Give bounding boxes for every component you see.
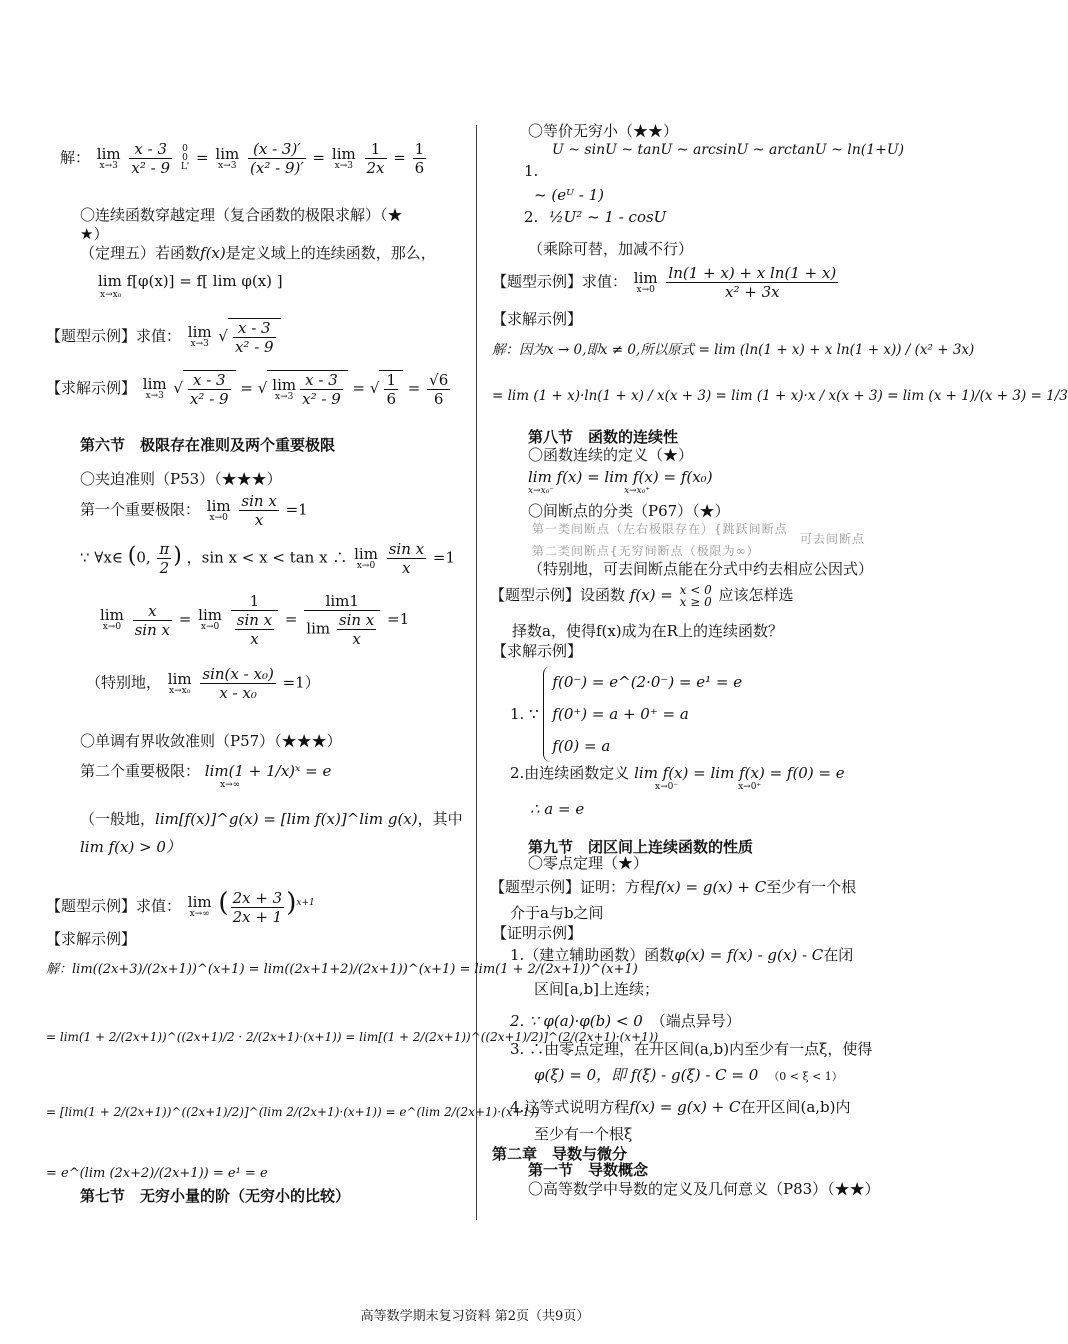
solution-example-4-step-1: 1. ∵ f(0⁻) = e^(2·0⁻) = e¹ = e f(0⁺) = a + 0⁺ = a f(0) = a: [510, 666, 742, 762]
equivalent-note: （乘除可替，加减不行）: [528, 240, 694, 258]
proof-step-3: 3. ∴由零点定理，在开区间(a,b)内至少有一点ξ，使得: [510, 1040, 873, 1058]
example-1: 【题型示例】求值： lim x→3 √ $\frac{x - 3}{\text{x² - 9}}$: [46, 318, 281, 356]
solution-label: 解：: [60, 148, 91, 167]
section-8-title: 第八节 函数的连续性: [528, 428, 679, 446]
discontinuity-type-2: 第二类间断点{无穷间断点（极限为∞）: [532, 544, 760, 558]
continuity-formula: lim f(x) = lim f(x) = f(x₀) x→x₀⁻ x→x₀⁺: [528, 468, 713, 496]
solution-example-3-line-2: = lim (1 + x)·ln(1 + x) / x(x + 3) = lim (1 + x)·x / x(x + 3) = lim (x + 1)/(x + 3) = 1/3: [492, 388, 1068, 404]
theorem-5-formula: lim f[φ(x)] = f[ lim φ(x) ] x→x₀: [98, 272, 283, 300]
fraction: $\frac{(x - 3)'}{\text{(x² - 9)′}}$: [250, 140, 304, 177]
proof-step-4-cont: 至少有一个根ξ: [534, 1125, 633, 1143]
lim-operator: lim x→3: [96, 144, 121, 171]
solution-example-2-line-4: = e^(lim (2x+2)/(2x+1)) = e¹ = e: [46, 1166, 268, 1181]
proof-step-1-cont: 区间[a,b]上连续；: [534, 980, 660, 998]
discontinuity-note: （特别地，可去间断点能在分式中约去相应公因式）: [528, 560, 874, 578]
column-divider: [476, 125, 477, 1220]
page-footer: 高等数学期末复习资料 第2页（共9页）: [360, 1309, 590, 1324]
section-6-title: 第六节 极限存在准则及两个重要极限: [80, 436, 336, 454]
discontinuity-type-1b: 可去间断点: [800, 532, 866, 546]
discontinuity-type-1: 第一类间断点（左右极限存在）{跳跃间断点: [532, 522, 788, 536]
solution-example-4-conclusion: ∴ a = e: [530, 800, 585, 818]
zero-theorem: 〇零点定理（★）: [528, 854, 649, 872]
solution-example-2-line-1: 解：lim((2x+3)/(2x+1))^(x+1) = lim((2x+1+2)/(2x+1))^(x+1) = lim(1 + 2/(2x+1))^(x+1): [46, 962, 638, 977]
example-4: 【题型示例】设函数 f(x) = x < 0 x ≥ 0 应该怎样选: [490, 583, 794, 609]
proof-label: 【证明示例】: [492, 924, 583, 942]
fraction: $\frac{1}{2x}$: [366, 140, 385, 177]
squeeze-theorem: 〇夹迫准则（P53）（★★★）: [80, 470, 282, 488]
equivalent-chain: U ~ sinU ~ tanU ~ arcsinU ~ arctanU ~ ln(1+U): [552, 142, 905, 158]
equivalent-infinitesimal-title: 〇等价无穷小（★★）: [528, 122, 679, 140]
proof-step-3-cont: φ(ξ) = 0，即 f(ξ) - g(ξ) - C = 0 （0 < ξ < 1）: [534, 1066, 843, 1084]
lim-operator: lim x→3: [331, 144, 356, 171]
proof-step-1: 1.（建立辅助函数）函数φ(x) = f(x) - g(x) - C在闭: [510, 946, 854, 964]
x-over-sin-limit: lim x→0 $\frac{x}{\text{sin x}}$ = lim x→0 $\frac{1}{\frac{\text{sin x}}{x}}$ = lim1 lim $\frac{\text{sin x}}{x}$ =1: [100, 592, 410, 648]
solution-1-formula: 解： lim x→3 $\frac{x - 3}{\text{x² - 9}}$ 0 0 L' = lim x→3 $\frac{(x - 3)'}{\text{(x² - 9)′}}$ = lim x→3 $\frac{1}{2x}$ = $\frac{1}{6}$: [60, 140, 425, 177]
equivalent-1: 1. ~ (eᵁ - 1): [524, 162, 605, 204]
second-important-limit: 第二个重要极限： lim(1 + 1/x)ˣ = e x→∞: [80, 762, 332, 790]
fraction: $\frac{x - 3}{\text{x² - 9}}$: [131, 140, 171, 177]
equivalent-2: 2. ½U² ~ 1 - cosU: [524, 208, 667, 226]
section-7-title: 第七节 无穷小量的阶（无穷小的比较）: [80, 1187, 351, 1205]
general-limit-rule: （一般地，lim[f(x)]^g(x) = [lim f(x)]^lim g(x)，其中: [80, 810, 463, 828]
general-limit-condition: lim f(x) > 0）: [80, 838, 181, 856]
proof-step-4: 4.这等式说明方程f(x) = g(x) + C在开区间(a,b)内: [510, 1098, 851, 1116]
continuity-theorem-title: 〇连续函数穿越定理（复合函数的极限求解）（★: [80, 206, 403, 224]
first-important-limit: 第一个重要极限： lim x→0 $\frac{\text{sin x}}{x}$ =1: [80, 492, 308, 529]
lim-operator: lim x→3: [215, 144, 240, 171]
derivative-definition: 〇高等数学中导数的定义及几何意义（P83）（★★）: [528, 1180, 880, 1198]
theorem-5-statement: （定理五）若函数f(x)是定义域上的连续函数，那么，: [80, 244, 436, 262]
monotone-bounded-theorem: 〇单调有界收敛准则（P57）（★★★）: [80, 732, 342, 750]
section-9-title: 第九节 闭区间上连续函数的性质: [528, 838, 754, 856]
fraction: $\frac{1}{6}$: [414, 140, 425, 177]
discontinuity-classification: 〇间断点的分类（P67）（★）: [528, 502, 730, 520]
solution-example-2-line-3: = [lim(1 + 2/(2x+1))^((2x+1)/2)]^(lim 2/(2x+1)·(x+1)) = e^(lim 2/(2x+1)·(x+1)): [46, 1105, 540, 1119]
continuity-definition: 〇函数连续的定义（★）: [528, 446, 694, 464]
solution-example-4-step-2: 2.由连续函数定义 lim f(x) = lim f(x) = f(0) = e x→0⁻ x→0⁺: [510, 764, 845, 792]
proof-step-2: 2. ∵ φ(a)·φ(b) < 0 （端点异号）: [510, 1012, 741, 1030]
solution-example-3-label: 【求解示例】: [492, 310, 583, 328]
solution-example-2-line-2: = lim(1 + 2/(2x+1))^((2x+1)/2 · 2/(2x+1)·(x+1)) = lim[(1 + 2/(2x+1))^((2x+1)/2)]^(2/(2x+1)·(x+1)): [46, 1030, 659, 1044]
example-5-range: 介于a与b之间: [510, 904, 604, 922]
example-2: 【题型示例】求值： lim x→∞ ( $\frac{2x + 3}{2x + 1}$ )$^{x+1}$: [46, 888, 315, 926]
because-line: ∵ ∀x∈ (0, $\frac{\pi}{2}$ ) ，sin x < x < tan x ∴ lim x→0 $\frac{\text{sin x}}{x}$ =1: [80, 540, 456, 577]
solution-example-3-line-1: 解：因为x → 0,即x ≠ 0,所以原式 = lim (ln(1 + x) + x ln(1 + x)) / (x² + 3x): [492, 342, 975, 358]
chapter-2-section-1-title: 第一节 导数概念: [528, 1161, 649, 1179]
solution-example-2-label: 【求解示例】: [46, 930, 137, 948]
solution-example-4-label: 【求解示例】: [492, 642, 583, 660]
solution-example-1: 【求解示例】 lim x→3 √ $\frac{x - 3}{\text{x² - 9}}$ = √ lim x→3 $\frac{x - 3}{\text{x² - 9}}$ = √ $\frac{1}{6}$ = $\frac{√6}{6}$: [46, 370, 449, 408]
special-case-limit: （特别地， lim x→x₀ $\frac{\text{sin(x - x₀)}}{\text{x - x₀}}$ =1）: [86, 665, 320, 702]
example-4-question: 择数a，使得f(x)成为在R上的连续函数？: [512, 622, 783, 640]
lim-operator: lim x→3: [187, 323, 212, 349]
chapter-2-title: 第二章 导数与微分: [492, 1145, 628, 1163]
lhopital-mark: 0 0 L': [180, 144, 190, 172]
example-3: 【题型示例】求值： lim x→0 $\frac{\text{ln(1 + x) + x ln(1 + x)}}{\text{x² + 3x}}$: [492, 264, 837, 301]
continuity-theorem-title-cont: ★）: [80, 225, 109, 243]
example-5: 【题型示例】证明：方程f(x) = g(x) + C至少有一个根: [490, 878, 857, 896]
